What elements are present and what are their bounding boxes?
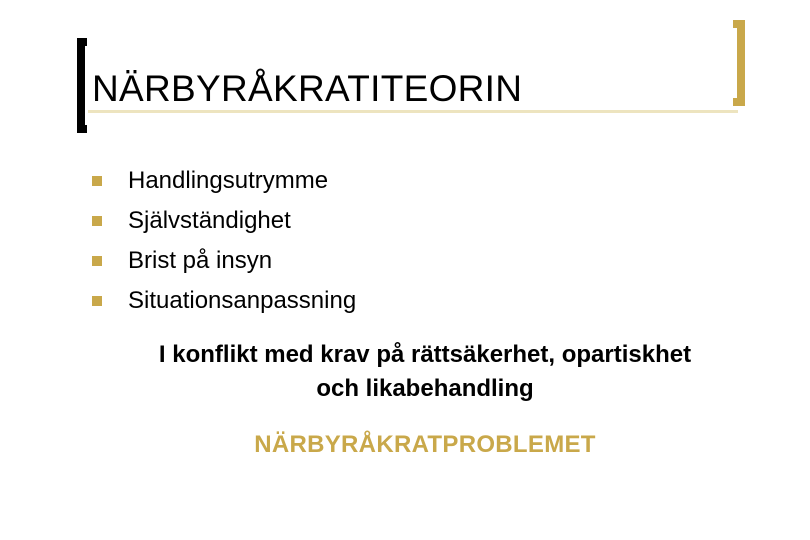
bullet-label: Situationsanpassning [128,287,357,314]
left-bracket-decoration [77,38,87,133]
bullet-square-icon [92,216,102,226]
bullet-label: Självständighet [128,207,291,234]
bullet-square-icon [92,296,102,306]
bullet-square-icon [92,176,102,186]
bullet-label: Handlingsutrymme [128,167,329,194]
bullet-square-icon [92,256,102,266]
conflict-line-1: I konflikt med krav på rättsäkerhet, opartiskhet [158,341,692,368]
bullet-label: Brist på insyn [128,247,273,274]
right-bracket-decoration [733,20,745,106]
bullet-item [92,241,356,281]
slide-title: NÄRBYRÅKRATITEORIN [92,68,523,109]
bullet-item [92,201,356,241]
bullet-list [92,161,356,321]
conflict-statement [100,338,750,406]
bullet-item [92,161,356,201]
conflict-line-2: och likabehandling [316,375,534,402]
problem-heading: NÄRBYRÅKRATPROBLEMET [254,431,596,458]
bullet-item [92,281,356,321]
